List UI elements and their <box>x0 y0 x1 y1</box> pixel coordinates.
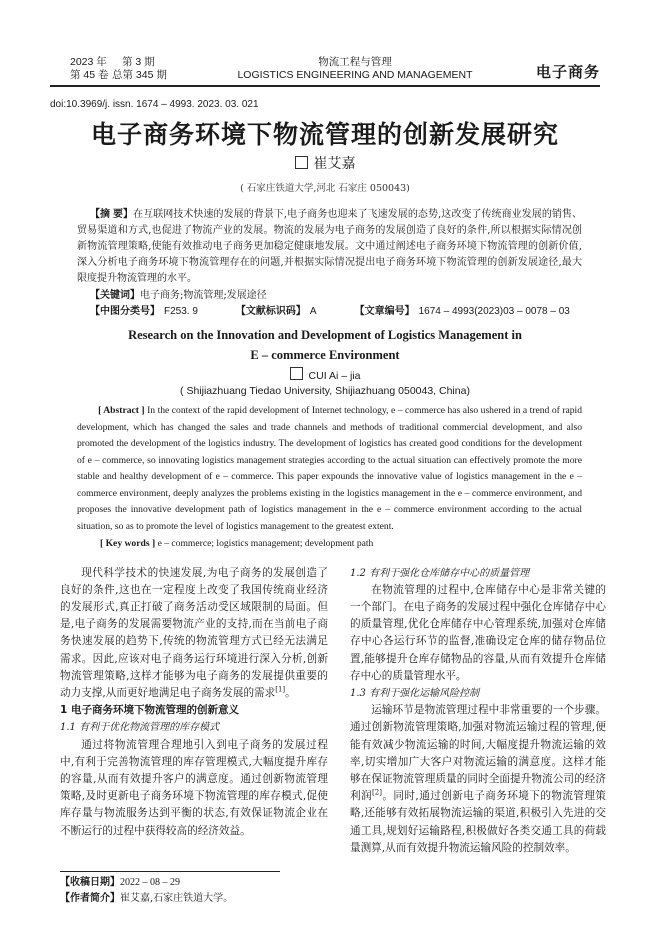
footnote-rule <box>60 871 280 872</box>
front-matter-en <box>77 403 582 553</box>
article-no-label: 【文章编号】 <box>354 306 415 317</box>
clc-group <box>90 304 198 320</box>
received-label: 【收稿日期】 <box>60 876 120 888</box>
classification-row <box>77 304 582 320</box>
paragraph-1-3-text-b: 。同时,通过创新电子商务环境下的物流管理策略,还能够有效拓展物流运输的渠道,积极引入先进的交通工具,规划好运输路程,积极做好各类交通工具的荷载量测算,从而有效提升物流运输风险的控制效率。 <box>350 790 606 854</box>
author-en <box>50 367 600 384</box>
subsection-heading-1-1: 1.1 有利于优化物流管理的库存模式 <box>60 722 220 734</box>
journal-name-en: LOGISTICS ENGINEERING AND MANAGEMENT <box>237 69 473 81</box>
front-matter-cn <box>77 207 582 320</box>
body-column-left <box>60 565 328 857</box>
citation-2[interactable]: [2] <box>372 788 382 797</box>
running-header-issue-info <box>50 56 200 82</box>
affiliation-en: ( Shijiazhuang Tiedao University, Shijiazhuang 050043, China) <box>180 385 470 397</box>
abstract-en <box>77 403 582 535</box>
section-label: 电子商务 <box>535 64 600 81</box>
page-title: 电子商务环境下物流管理的创新发展研究 <box>90 120 559 149</box>
author-bio-label: 【作者简介】 <box>60 892 120 904</box>
keywords-en <box>77 536 582 553</box>
abstract-en-text: In the context of the rapid development of Internet technology, e – commerce has also ushered in a trend of rapid development, which has changed the sales and trade channels and methods of traditional commercial development, and also promoted the development of the logistics industry. The development of logistics has created good conditions for the development of e – commerce, so innovating logistics management strategies according to the actual situation can effectively promote the more stable and healthy development of e – commerce. This paper expounds the innovative value of logistics management in the e – commerce environment, deeply analyzes the problems existing in the logistics management in the e – commerce environment, and proposes the innovative development path of logistics management in the e – commerce environment according to the actual situation, so as to promote the level of logistics management to the greatest extent. <box>77 405 582 532</box>
citation-1[interactable]: [1] <box>275 685 286 694</box>
paragraph-1-1: 通过将物流管理合理地引入到电子商务的发展过程中,有利于完善物流管理的库存管理模式,大幅度提升库存的容量,从而有效提升客户的满意度。通过创新物流管理策略,及时更新电子商务环境下物流管理的库存模式,促使库存量与物流服务达到平衡的状态,有效保证物流企业在不断运行的过程中获得较高的经济效益。 <box>60 738 328 837</box>
author-cn <box>50 154 600 174</box>
title-en-line-2: E – commerce Environment <box>250 348 400 362</box>
paragraph-1-3 <box>350 702 606 857</box>
doc-code-group <box>236 304 317 320</box>
author-bio-value: 崔艾嘉,石家庄铁道大学。 <box>120 892 234 904</box>
section-heading-1: 1 电子商务环境下物流管理的创新意义 <box>60 704 239 717</box>
paragraph-1-3-text-a: 运输环节是物流管理过程中非常重要的一个步骤。通过创新物流管理策略,加强对物流运输过程的管理,便能有效减少物流运输的时间,大幅度提升物流运输的效率,切实增加广大客户对物流运输的满意度。这样才能够在保证物流管理质量的同时全面提升物流公司的经济利润 <box>350 704 606 803</box>
square-marker-icon <box>295 156 308 169</box>
keywords-cn <box>77 288 582 304</box>
abstract-en-label: [ Abstract ] <box>98 405 145 416</box>
paragraph-1-2: 在物流管理的过程中,仓库储存中心是非常关键的一个部门。在电子商务的发展过程中强化仓库储存中心的质量管理,优化仓库储存中心管理系统,加强对仓库储存中心各运行环节的监督,准确设定仓库的储存物品位置,能够提升仓库存储物品的容量,从而有效提升仓库储存中心的质量管理水平。 <box>350 583 606 682</box>
header-total-issue: 总第 345 期 <box>112 69 167 81</box>
keywords-en-label: [ Key words ] <box>100 538 156 549</box>
running-header <box>50 56 600 87</box>
article-no-group <box>355 304 570 320</box>
title-en <box>50 325 600 365</box>
clc-label: 【中图分类号】 <box>90 306 160 317</box>
author-bio <box>60 891 600 907</box>
body-columns <box>60 565 606 857</box>
keywords-en-text: e – commerce; logistics management; development path <box>157 538 374 549</box>
square-marker-icon <box>290 367 303 380</box>
article-no-value: 1674 – 4993(2023)03 – 0078 – 03 <box>418 306 570 317</box>
keywords-cn-label: 【关键词】 <box>90 290 140 301</box>
header-volume: 第 45 卷 <box>70 69 109 81</box>
received-date <box>60 875 600 891</box>
footnotes <box>60 875 600 907</box>
running-header-journal <box>206 56 504 82</box>
abstract-cn-label: 【摘 要】 <box>90 209 134 220</box>
journal-name-cn: 物流工程与管理 <box>318 56 392 68</box>
header-issue: 第 3 期 <box>122 56 155 68</box>
doc-code-value: A <box>309 306 317 317</box>
author-name-cn: 崔艾嘉 <box>313 156 356 172</box>
clc-value: F253. 9 <box>164 306 198 317</box>
author-name-en: CUI Ai – jia <box>308 370 361 382</box>
intro-paragraph <box>60 565 328 703</box>
affiliation-cn: ( 石家庄铁道大学,河北 石家庄 050043) <box>240 183 410 194</box>
footnote-area <box>60 871 600 907</box>
header-year: 2023 年 <box>70 56 107 68</box>
subsection-heading-1-2: 1.2 有利于强化仓库储存中心的质量管理 <box>350 567 530 579</box>
received-value: 2022 – 08 – 29 <box>120 876 180 888</box>
body-column-right <box>350 565 606 857</box>
abstract-cn <box>77 207 582 287</box>
intro-text: 现代科学技术的快速发展,为电子商务的发展创造了良好的条件,这也在一定程度上改变了我国传统商业经济的发展形式,真正打破了商务活动受区域限制的局面。但是,电子商务的发展需要物流产业的支持,而在当前电子商务快速发展的趋势下,传统的物流管理方式已经无法满足需求。因此,应该对电子商务运行环境进行深入分析,创新物流管理策略,这样才能够为电子商务的发展提供重要的动力支撑,从而更好地满足电子商务发展的需求 <box>60 566 328 699</box>
keywords-cn-text: 电子商务;物流管理;发展途径 <box>140 290 267 301</box>
title-en-line-1: Research on the Innovation and Development of Logistics Management in <box>128 328 522 342</box>
subsection-heading-1-3: 1.3 有利于强化运输风险控制 <box>350 687 480 699</box>
doi: doi:10.3969/j. issn. 1674 – 4993. 2023. 03. 021 <box>50 99 259 110</box>
abstract-cn-text: 在互联网技术快速的发展的背景下,电子商务也迎来了飞速发展的态势,这改变了传统商业发展的销售、贸易渠道和方式,也促进了物流产业的发展。物流的发展为电子商务的发展创造了良好的条件,所以根据实际情况创新物流管理策略,使能有效推动电子商务更加稳定健康地发展。文中通过阐述电子商务环境下物流管理的创新价值,深入分析电子商务环境下物流管理存在的问题,并根据实际情况提出电子商务环境下物流管理的创新发展途径,最大限度提升物流管理的水平。 <box>77 209 583 284</box>
doc-code-label: 【文献标识码】 <box>235 306 306 317</box>
intro-end: 。 <box>285 686 296 699</box>
